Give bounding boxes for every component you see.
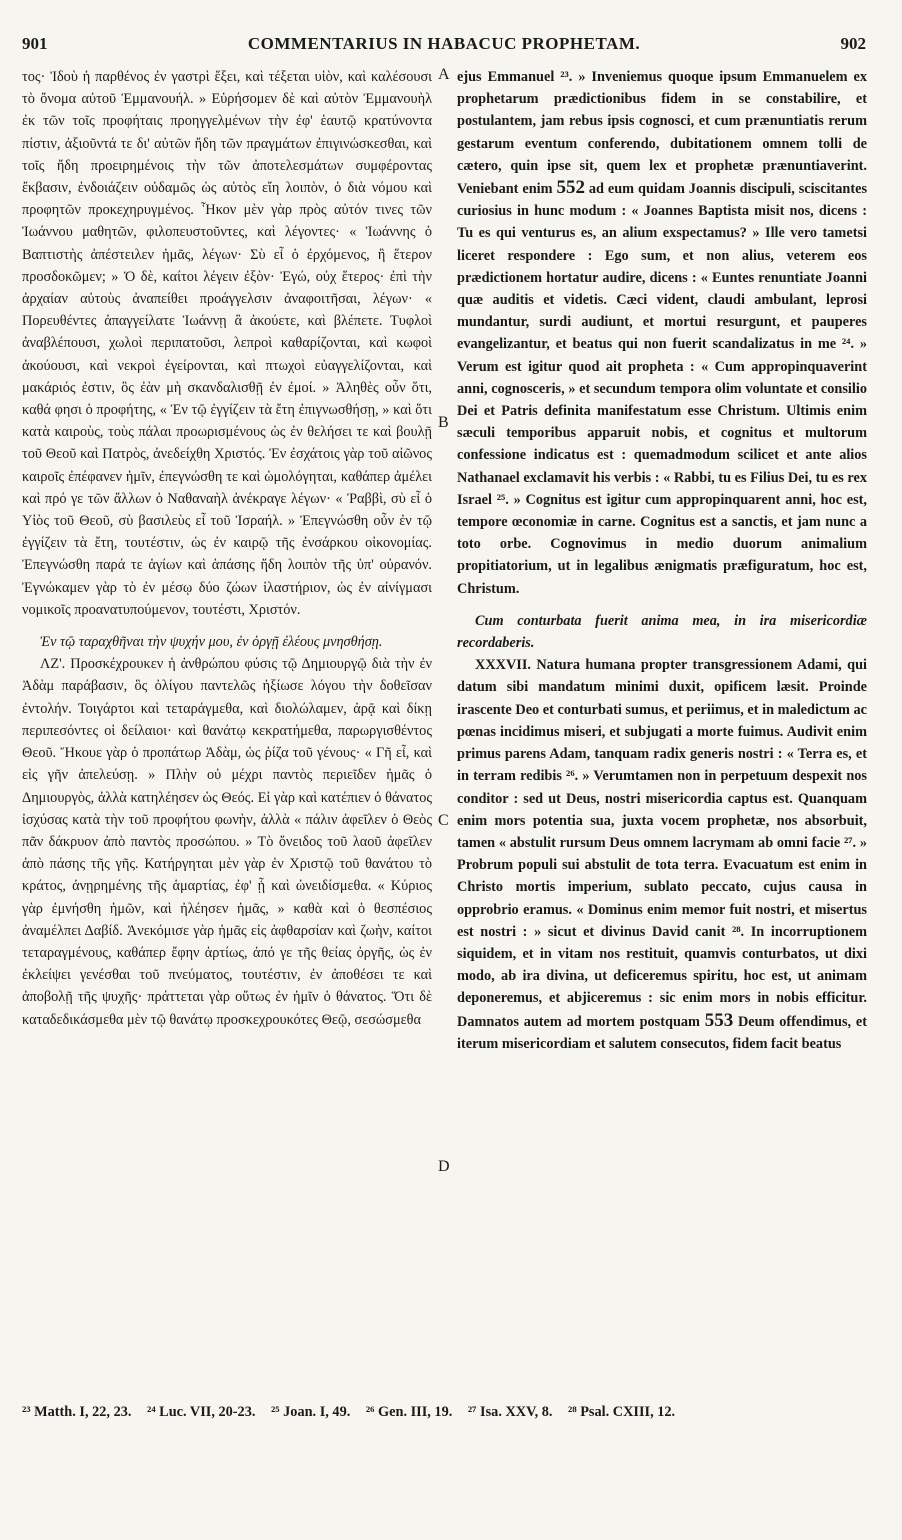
footnote-23: ²³ Matth. I, 22, 23. xyxy=(22,1404,132,1420)
left-page-number: 901 xyxy=(22,34,48,53)
latin-paragraph-2 xyxy=(457,654,867,1055)
latin-lemma: Cum conturbata fuerit anima mea, in ira misericordiæ recordaberis. xyxy=(457,612,867,652)
footnote-28: ²⁸ Psal. CXIII, 12. xyxy=(568,1404,676,1420)
footnote-24: ²⁴ Luc. VII, 20-23. xyxy=(147,1404,256,1420)
footnotes xyxy=(22,1402,866,1422)
right-page-number: 902 xyxy=(840,34,866,53)
greek-lemma: Ἐν τῷ ταραχθῆναι τὴν ψυχήν μου, ἐν ὀργῇ ἐλέους μνησθήσῃ. xyxy=(40,634,383,651)
latin-paragraph-1a: ejus Emmanuel ²³. » Inveniemus quoque ipsum Emmanuelem ex prophetarum prædictionibus fidem in se constabilire, et postulantem, jam rebus ipsis cognosci, et cum prænuntiatis rerum gestarum eventum conferendo, dubitationem omnem tolli de cætero, quin ipse sit, quem lex et prophetæ prænuntiaverint. Veniebant enim xyxy=(457,69,867,198)
footnote-27: ²⁷ Isa. XXV, 8. xyxy=(467,1404,553,1420)
margin-letter-b: B xyxy=(438,414,449,431)
margin-letter-c: C xyxy=(438,812,449,829)
latin-paragraph-2a: XXXVII. Natura humana propter transgressionem Adami, qui datum sibi mandatum minimi duxit, opificem læsit. Proinde irascente Deo et conturbati sumus, et periimus, et in maledictum ac pœnas incidimus miseri, et subjugati a morte fuimus. Audivit enim primus parens Adam, tanquam radix generis nostri : « Terra es, et in terram redibis ²⁶. » Verumtamen non in perpetuum despexit nos conditor : sed ut Deus, nostri misericordia captus est. Quanquam enim mors potentia sua, juxta vocem prophetæ, nos absorbuit, tamen « abstulit rursum Deus omnem lacrymam ab omni facie ²⁷. » Probrum populi sui abstulit de tota terra. Evacuatum est enim in Christo mortis imperium, sublato peccato, cujus causa in opprobrio eramus. « Dominus enim memor fuit nostri, et misertus est nostri : » sicut et divinus David canit ²⁸. In incorruptionem siquidem, et in vitam nos restituit, quamvis conturbatos, ut dixi modo, ab ira divina, ut deficeremus spiritu, hoc est, ut animam deponeremus, et abjiceremus : sic enim mors in nobis efficitur. Damnatos autem ad mortem postquam xyxy=(457,657,867,1030)
column-number-553: 553 xyxy=(704,1009,734,1031)
column-number-552: 552 xyxy=(556,177,585,199)
greek-paragraph-1: τος· Ἰδοὺ ἡ παρθένος ἐν γαστρὶ ἕξει, καὶ τέξεται υἱὸν, καὶ καλέσουσι τὸ ὄνομα αὐτοῦ Ἐμμανουήλ. » Εὑρήσομεν δὲ καὶ αὐτὸν Ἐμμανουὴλ ἐκ τῶν τοῖς προφήταις προηγγελμένων τὴν ἐφ' ἑαυτῷ κρατύνοντα πίστιν, ἀξιοῦντά τε δι' αὐτῶν ἤδη τῶν πραγμάτων ἐπιγινώσκεσθαι, καὶ τοῖς ἤδη προειρημένοις τὴν τῶν ἀποτελεσμάτων συμφέροντας ἔκβασιν, ἐνδοιάζειν οὐδαμῶς ὡς αὐτὸς εἴη λοιπὸν, ὁ διὰ νόμου καὶ προφητῶν προκεχηρυγμένος. Ἧκον μὲν γὰρ πρὸς αὐτόν τινες τῶν Ἰωάννου μαθητῶν, φιλοπευστοῦντες, καὶ λέγοντες· « Ἰωάννης ὁ Βαπτιστὴς ἀπέστειλεν ἡμᾶς, λέγων· Σὺ εἶ ὁ ἐρχόμενος, ἢ ἕτερον προσδοκῶμεν; » Ὁ δὲ, καίτοι λέγειν ἐξὸν· Ἐγώ, οὐχ ἕτερος· ἐπὶ τὴν ἀρχαίαν αὐτοὺς ἀναπείθει προάγγελσιν ἀναφοιτῆσαι, λέγων· « Πορευθέντες ἀπαγγείλατε Ἰωάννῃ ἃ ἀκούετε, καὶ βλέπετε. Τυφλοὶ ἀναβλέπουσι, χωλοὶ περιπατοῦσι, λεπροὶ καθαρίζονται, καὶ κωφοὶ ἀκούουσι, καὶ νεκροὶ ἐγείρονται, καὶ πτωχοὶ εὐαγγελίζονται, καὶ μακάριός ἐστιν, ὃς ἐὰν μὴ σκανδαλισθῇ ἐν ἐμοί. » Ἀληθὲς οὖν ὅτι, καθά φησι ὁ προφήτης, « Ἐν τῷ ἐγγίζειν τὰ ἔτη ἐπιγνωσθήσῃ, » καὶ ὅτι κατὰ καιροὺς, τοὺς πάλαι προωρισμένους ὡς ἐν θελήσει τε καὶ βουλῇ τοῦ Θεοῦ καὶ Πατρὸς, ἀνεδείχθη Χριστός. Ἐν ἐσχάτοις γὰρ τοῦ αἰῶνος καιροῖς ἐπέφανεν ἡμῖν, ἐπεγνώσθη τε καὶ ὡμολόγηται, καθάπερ ἀμέλει καὶ πρό γε τῶν ἄλλων ὁ Ναθαναὴλ ἀνέκραγε λέγων· « Ῥαββὶ, σὺ εἶ ὁ Υἱὸς τοῦ Θεοῦ, σὺ βασιλεὺς εἶ τοῦ Ἰσραήλ. » Ἐπεγνώσθη οὖν ἐν τῷ ἐγγίζειν τὰ ἔτη, τουτέστιν, ὡς ἐν καιρῷ τῆς ἐνσάρκου οἰκονομίας. Ἐπεγνώσθη παρά τε ἁγίων καὶ ἁπάσης ἤδη λοιπὸν τῆς ὑπ' οὐρανόν. Ἐγνώκαμεν γὰρ τὸ ἐν μέσῳ δύο ζώων ἱλαστήριον, ὡς ἐν αἰνίγμασι νομικοῖς προανατυπούμενον, τουτέστι, Χριστόν. xyxy=(22,69,432,618)
greek-paragraph-2: ΛΖ'. Προσκέχρουκεν ἡ ἀνθρώπου φύσις τῷ Δημιουργῷ διὰ τὴν ἐν Ἀδὰμ παράβασιν, ὃς ὀλίγου παντελῶς ἠξίωσε λόγου τὴν δοθεῖσαν ἐντολήν. Τοιγάρτοι καὶ τεταράγμεθα, καὶ διολώλαμεν, ἀρᾷ καὶ δίκῃ περιπεσόντες οἱ δείλαιοι· καὶ θανάτῳ κεκρατήμεθα, παρωργισθέντος Θεοῦ. Ἤκουε γὰρ ὁ προπάτωρ Ἀδὰμ, ὡς ῥίζα τοῦ γένους· « Γῆ εἶ, καὶ εἰς γῆν ἀπελεύσῃ. » Πλὴν οὐ μέχρι παντὸς περιεῖδεν ἡμᾶς ὁ Δημιουργὸς, ἀλλὰ κατηλέησεν ὡς Θεός. Εἰ γὰρ καὶ κατέπιεν ὁ θάνατος ἰσχύσας κατὰ τὴν τοῦ προφήτου φωνὴν, ἀλλὰ « πάλιν ἀφεῖλεν ὁ Θεὸς πᾶν δάκρυον ἀπὸ παντὸς προσώπου. » Τὸ ὄνειδος τοῦ λαοῦ ἀφεῖλεν ἀπὸ πάσης τῆς γῆς. Κατήργηται μὲν γὰρ ἐν Χριστῷ τοῦ θανάτου τὸ κράτος, ἀνῃρημένης τῆς ἁμαρτίας, ἐφ' ᾗ καὶ ὠνειδίσμεθα. « Κύριος γὰρ ἐμνήσθη ἡμῶν, καὶ ἠλέησεν ἡμᾶς, » καθὰ καὶ ὁ θεσπέσιος ἀναμέλπει Δαβίδ. Ἀνεκόμισε γὰρ ἡμᾶς εἰς ἀφθαρσίαν καὶ ζωὴν, καίτοι τεταραγμένους, καθάπερ ἔφην ἀρτίως, ἀπό γε τῆς θείας ὀργῆς, ὡς ἐν ἐκλείψει γενέσθαι τοῦ πνεύματος, τουτέστιν, ἐν ἀποθέσει τε καὶ ἀποβολῇ τῆς ψυχῆς· πράττεται γὰρ οὕτως ἐν ἡμῖν ὁ θάνατος. Ὅτι δὲ καταδεδικάσμεθα μὲν τῷ θανάτῳ προσκεχρουκότες Θεῷ, σεσώσμεθα xyxy=(22,656,432,1028)
latin-paragraph-1b: ad eum quidam Joannis discipuli, sciscitantes curiosius in hunc modum : « Joannes Baptista misit nos, dicens : Tu es qui venturus es, an alium exspectamus? » Ille vero tametsi liceret respondere : Ego sum, et non alius, veterem eos prædictionem hortatur audire, dicens : « Euntes renuntiate Joanni quæ auditis et videtis. Cæci vident, claudi ambulant, leprosi mundantur, surdi audiunt, et mortui resurgunt, et pauperes evangelizantur, et beatus qui non fuerit scandalizatus in me ²⁴. » Verum est igitur quod ait propheta : « Cum appropinquaverint anni, cognosceris, » et secundum tempora olim voluntate et consilio Dei et Patris definita manifestatum esse Christum. Ultimis enim sæculi temporibus apparuit nobis, et cognitus et multorum confessione indicatus est : quemadmodum scilicet et ante alios Nathanael exclamavit his verbis : « Rabbi, tu es Filius Dei, tu es rex Israel ²⁵. » Cognitus est igitur cum appropinquarent anni, hoc est, tempore œconomiæ in carne. Cognitus est a sanctis, et jam nunc a toto orbe. Cognovimus in medio duorum animalium propitiatorium, ut in legalibus ænigmatis præfiguratum, hoc est, Christum. xyxy=(457,181,868,597)
running-title: COMMENTARIUS IN HABACUC PROPHETAM. xyxy=(247,34,641,53)
margin-letter-a: A xyxy=(438,66,450,83)
latin-paragraph-1 xyxy=(457,66,867,600)
footnote-26: ²⁶ Gen. III, 19. xyxy=(365,1404,453,1420)
running-header xyxy=(22,34,866,62)
latin-column xyxy=(457,66,867,1055)
greek-column xyxy=(22,66,432,1031)
footnote-25: ²⁵ Joan. I, 49. xyxy=(271,1404,351,1420)
latin-paragraph-2b: Deum offendimus, et iterum misericordiam et salutem consecutos, fidem facit beatus xyxy=(457,1013,867,1052)
margin-letter-d: D xyxy=(438,1158,450,1175)
